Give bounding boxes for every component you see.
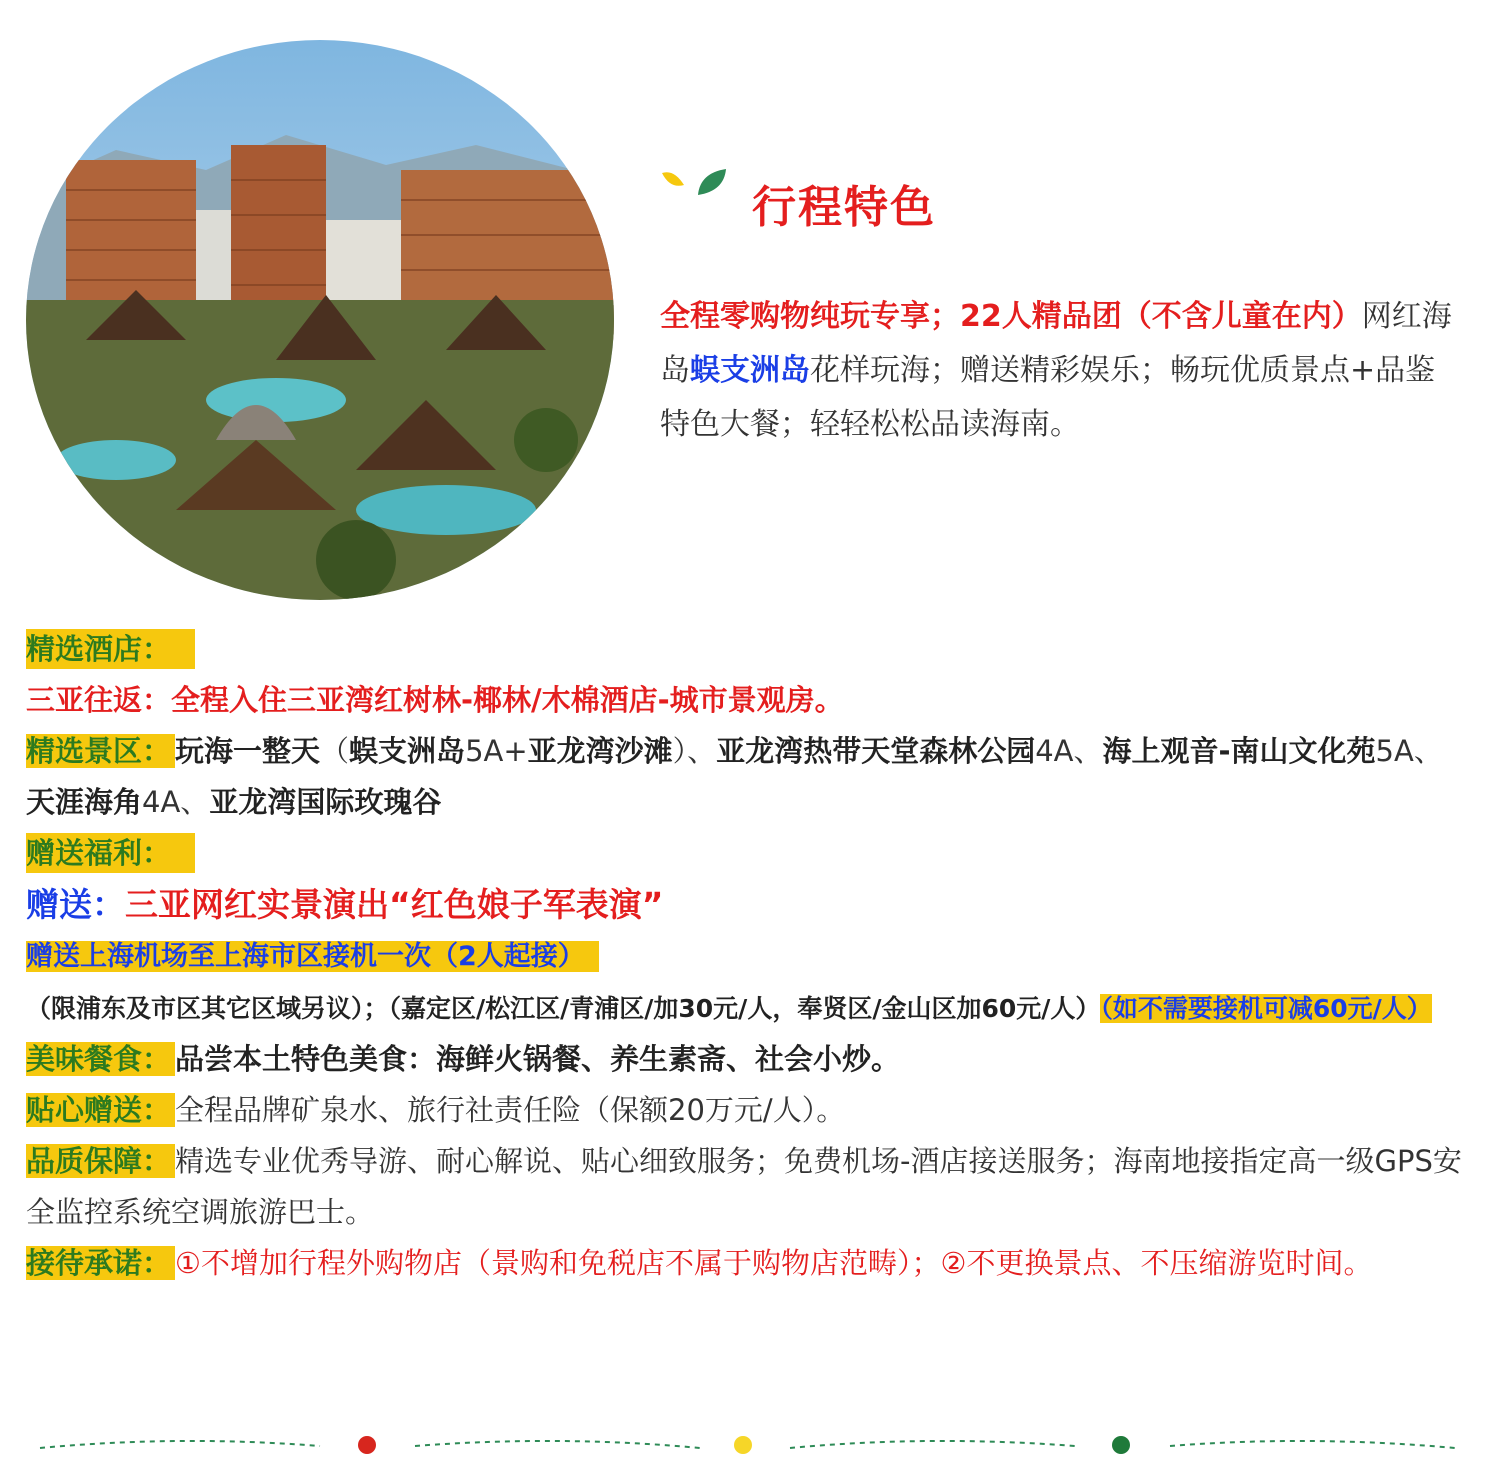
scenic-m: 亚龙湾国际玫瑰谷 — [209, 785, 442, 819]
pickup-line — [26, 930, 1466, 982]
feature-intro — [660, 290, 1465, 452]
scenic-b: （ — [320, 734, 350, 768]
intro-island: 蜈支洲岛 — [690, 353, 810, 388]
scenic-section — [26, 726, 1466, 828]
care-text: 全程品牌矿泉水、旅行社责任险（保额20万元/人）。 — [175, 1093, 846, 1127]
intro-text-2: 花样玩海；赠送精彩娱乐；畅玩优质景点+品鉴特色大餐；轻轻松松品读海南。 — [660, 353, 1436, 442]
dotted-divider — [0, 1420, 1495, 1475]
gift-label: 赠送福利： — [26, 833, 195, 873]
scenic-i: 海上观音-南山文化苑 — [1102, 734, 1376, 768]
resort-photo — [26, 40, 614, 600]
pickup-note: （限浦东及市区其它区域另议）；（嘉定区/松江区/青浦区/加30元/人，奉贤区/金山区加60元/人） — [26, 994, 1101, 1023]
scenic-a: 玩海一整天 — [175, 734, 321, 768]
scenic-k: 天涯海角 — [26, 785, 143, 819]
yellow-dot — [734, 1436, 752, 1454]
quality-label: 品质保障： — [26, 1144, 175, 1178]
scenic-h: 4A、 — [1035, 734, 1103, 768]
meal-label: 美味餐食： — [26, 1042, 175, 1076]
red-dot — [358, 1436, 376, 1454]
resort-photo-illustration — [26, 40, 614, 600]
care-section — [26, 1085, 1466, 1136]
leaf-icon — [660, 165, 730, 205]
scenic-e: 亚龙湾沙滩 — [527, 734, 673, 768]
promise-text: ①不增加行程外购物店（景购和免税店不属于购物店范畴）；②不更换景点、不压缩游览时间。 — [175, 1246, 1373, 1280]
gift-section — [26, 828, 1466, 879]
care-label: 贴心赠送： — [26, 1093, 175, 1127]
pickup-text: 赠送上海机场至上海市区接机一次（2人起接） — [26, 941, 599, 972]
gift-line — [26, 879, 1466, 930]
scenic-label: 精选景区： — [26, 734, 175, 768]
scenic-j: 5A、 — [1375, 734, 1443, 768]
scenic-f: ）、 — [672, 734, 717, 768]
pickup-reduce: （如不需要接机可减60元/人） — [1100, 994, 1432, 1023]
hotel-section — [26, 624, 1466, 675]
intro-text-1: 网红海岛 — [660, 299, 1452, 388]
promise-section — [26, 1238, 1466, 1289]
intro-highlight: 全程零购物纯玩专享；22人精品团（不含儿童在内） — [660, 299, 1362, 334]
hotel-label: 精选酒店： — [26, 629, 195, 669]
meal-section — [26, 1034, 1466, 1085]
scenic-g: 亚龙湾热带天堂森林公园 — [716, 734, 1036, 768]
gift-show: 三亚网红实景演出“红色娘子军表演” — [125, 885, 664, 924]
feature-heading — [660, 165, 980, 235]
scenic-c: 蜈支洲岛 — [349, 734, 466, 768]
hotel-line: 三亚往返：全程入住三亚湾红树林-椰林/木棉酒店-城市景观房。 — [26, 683, 844, 717]
gift-prefix: 赠送： — [26, 885, 125, 924]
feature-title: 行程特色 — [752, 182, 936, 233]
quality-text: 精选专业优秀导游、耐心解说、贴心细致服务；免费机场-酒店接送服务；海南地接指定高一级GPS安全监控系统空调旅游巴士。 — [26, 1144, 1462, 1229]
scenic-d: 5A+ — [465, 734, 528, 768]
itinerary-details — [26, 624, 1466, 1289]
green-dot — [1112, 1436, 1130, 1454]
promise-label: 接待承诺： — [26, 1246, 175, 1280]
meal-text: 品尝本土特色美食：海鲜火锅餐、养生素斋、社会小炒。 — [175, 1042, 901, 1076]
scenic-l: 4A、 — [142, 785, 210, 819]
pickup-note-line — [26, 982, 1466, 1034]
quality-section — [26, 1136, 1466, 1238]
